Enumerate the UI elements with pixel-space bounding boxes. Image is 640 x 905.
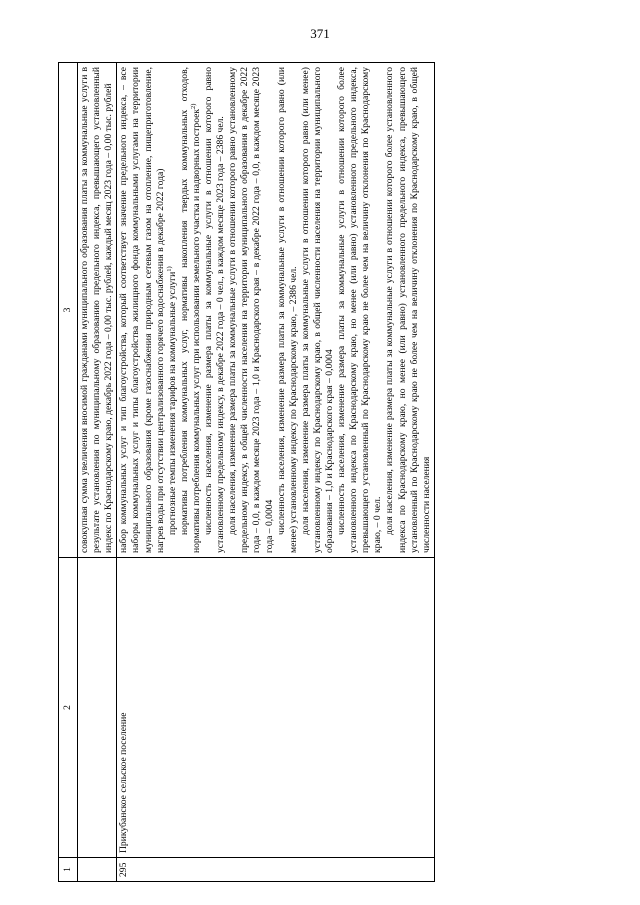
paragraph-population-above: численность населения, изменение размера платы за коммунальные услуги в отношении которого более установленного индекса по Краснодарскому краю, но менее (или равно) установленного предельного индекса, превышающего установленный по Краснодарскому краю не более чем на величину отклонения по Краснодарскому краю, – 0 чел. <box>336 67 384 553</box>
table-row <box>117 63 434 882</box>
footnote-mark: 2) <box>189 103 197 109</box>
footnote-mark: 1) <box>165 266 173 272</box>
paragraph-share-above: доля населения, изменение размера платы за коммунальные услуги в отношении которого более установленного индекса по Краснодарскому краю, но менее (или равно) установленного предельного индекса, превышающего установленный по Краснодарскому краю не более чем на величину отклонения по Краснодарскому краю, в общей численности населения <box>384 67 432 553</box>
header-col-3: 3 <box>59 63 78 558</box>
cont-paragraph: совокупная сумма увеличения вносимой гражданами муниципального образования платы за коммунальные услуги в результате установления по муниципальному образованию предельного индекса, превышающего установленный индекс по Краснодарскому краю, декабрь 2022 года – 0,00 тыс. рублей, каждый месяц 2023 года – 0,00 тыс. рублей <box>79 67 115 553</box>
cont-num-cell <box>78 858 117 882</box>
header-col-2: 2 <box>59 558 78 858</box>
cont-name-cell <box>78 558 117 858</box>
header-col-1: 1 <box>59 858 78 882</box>
row-number: 295 <box>117 858 434 882</box>
paragraph-norms: нормативы потребления коммунальных услуг, нормативы накопления твердых коммунальных отходов, нормативы потребления коммунальных услуг при использовании земельного участка и надворных построек$^{2)}$ <box>178 67 202 553</box>
rotated-table-wrapper <box>58 62 578 882</box>
page-number: 371 <box>310 26 330 41</box>
paragraph-share-limit: доля населения, изменение размера платы за коммунальные услуги в отношении которого равно установленному предельному индексу, в общей численности населения на территории муниципального образования в декабре 2022 года – 0,0, в каждом месяце 2023 года – 1,0 и Краснодарского края – в декабре 2022 года – 0,0, в каждом месяце 2023 года – 0,0004 <box>227 67 275 553</box>
continuation-row <box>78 63 117 882</box>
settlement-name: Прикубанское сельское поселение <box>117 558 434 858</box>
header-row <box>59 63 78 882</box>
paragraph-tariff-rates: прогнозные темпы изменения тарифов на коммунальные услуги$^{1)}$ <box>165 266 178 535</box>
paragraph-share-regional: доля населения, изменение размера платы за коммунальные услуги в отношении которого равно (или менее) установленному индексу по Краснодарскому краю, в общей численности населения на территории муниципального образования – 1,0 и Краснодарского края – 0,0004 <box>299 67 335 553</box>
paragraph-population-regional: численность населения, изменение размера платы за коммунальные услуги в отношении которого равно (или менее) установленному индексу по Краснодарскому краю, – 2386 чел. <box>275 67 299 553</box>
data-table <box>58 62 435 882</box>
paragraph-services-set: набор коммунальных услуг и тип благоустройства, который соответствует значение предельного индекса, – все наборы коммунальных услуг и типы благоустройства жилищного фонда коммунальными услугами на территории муниципального образования (кроме газоснабжения природным сетевым газом на отопление, пищеприготовление, нагрев воды при отсутствии централизованного горячего водоснабжения в декабре 2022 года) <box>118 67 166 553</box>
row-content <box>117 63 434 558</box>
paragraph-population-limit: численность населения, изменение размера платы за коммунальные услуги в отношении которого равно установленному предельному индексу, в декабре 2022 года – 0 чел., в каждом месяце 2023 года – 2386 чел. <box>203 67 227 553</box>
cont-text-cell <box>78 63 117 558</box>
